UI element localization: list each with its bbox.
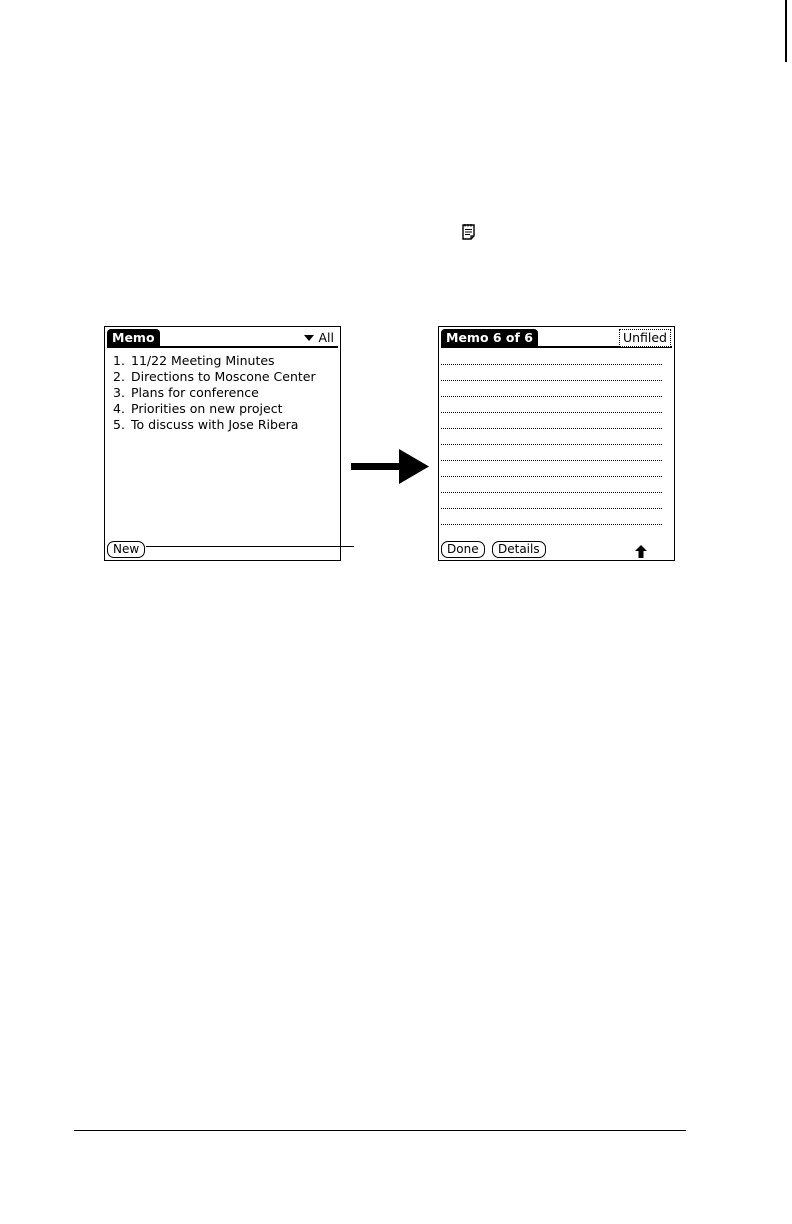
list-item[interactable]: 1. 11/22 Meeting Minutes <box>113 353 275 368</box>
details-button[interactable]: Details <box>492 541 546 558</box>
note-line <box>441 477 662 493</box>
list-item[interactable]: 4. Priorities on new project <box>113 401 283 416</box>
list-item[interactable]: 3. Plans for conference <box>113 385 259 400</box>
memo-edit-titlebar <box>439 327 674 349</box>
memo-edit-title: Memo 6 of 6 <box>441 329 538 347</box>
note-line <box>441 349 662 365</box>
list-item[interactable]: 2. Directions to Moscone Center <box>113 369 316 384</box>
note-line <box>441 509 662 525</box>
memo-list <box>113 353 316 433</box>
note-line <box>441 429 662 445</box>
note-line <box>441 493 662 509</box>
list-item[interactable]: 5. To discuss with Jose Ribera <box>113 417 299 432</box>
memo-list-title: Memo <box>107 329 160 347</box>
note-line <box>441 365 662 381</box>
corner-rule <box>785 0 787 62</box>
note-line <box>441 413 662 429</box>
right-arrow-icon <box>351 449 429 485</box>
category-label: All <box>318 330 334 345</box>
done-button[interactable]: Done <box>441 541 485 558</box>
memo-text-area[interactable] <box>441 349 662 525</box>
memo-pad-icon <box>459 222 479 242</box>
dropdown-triangle-icon <box>304 335 314 341</box>
note-line <box>441 461 662 477</box>
category-picker[interactable] <box>304 330 335 346</box>
footer-rule <box>74 1130 686 1131</box>
note-line <box>441 445 662 461</box>
new-button[interactable]: New <box>107 541 145 558</box>
scroll-up-arrow-icon[interactable] <box>635 543 647 556</box>
note-line <box>441 397 662 413</box>
callout-line <box>146 546 354 547</box>
memo-list-titlebar <box>105 327 340 349</box>
memo-edit-screen <box>438 326 675 561</box>
category-picker[interactable]: Unfiled <box>619 329 671 347</box>
memo-list-screen <box>104 326 341 561</box>
title-underline <box>107 346 338 348</box>
note-line <box>441 381 662 397</box>
